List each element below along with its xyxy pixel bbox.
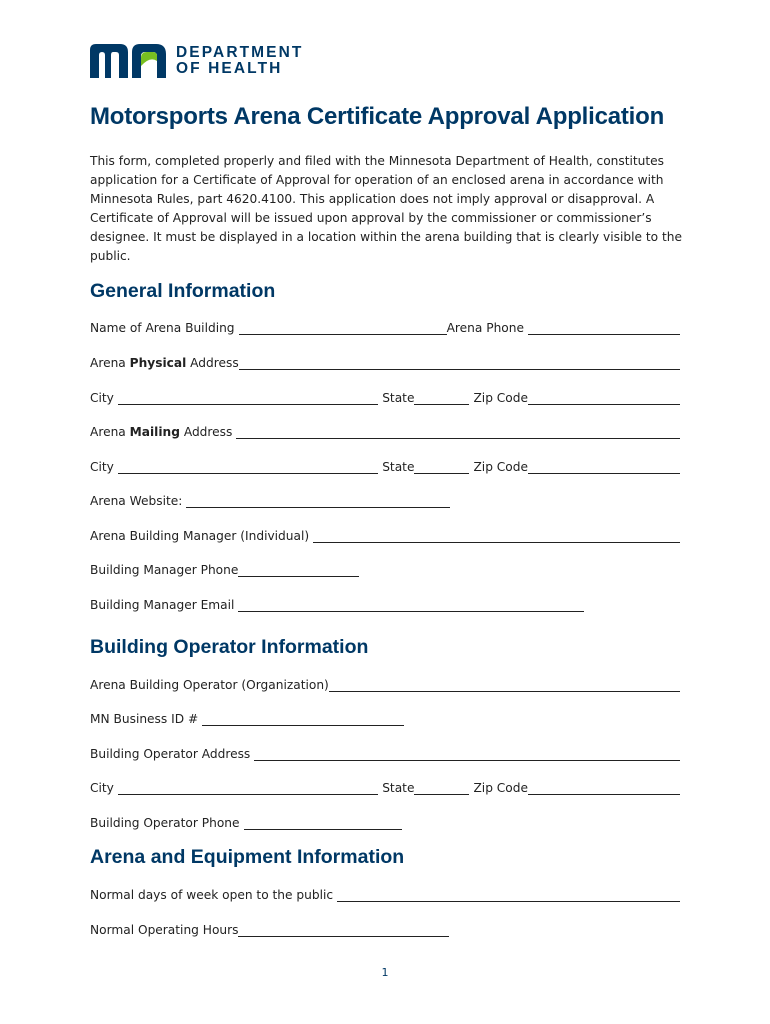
manager-phone-label: Building Manager Phone (90, 563, 239, 577)
mailing-state-field[interactable] (414, 457, 469, 474)
row-operator-city (90, 778, 680, 798)
intro-paragraph: This form, completed properly and filed with the Minnesota Department of Health, constitutes application for a Certificate of Approval for operation of an enclosed arena in accordance with Minnesota Rules, part 4620.4100. This application does not imply approval or disapproval. A Certificate of Approval will be issued upon approval by the commissioner or commissioner’s designee. It must be displayed in a location within the arena building that is clearly visible to the public. (90, 154, 682, 263)
row-mailing-city (90, 457, 680, 477)
manager-phone-field[interactable] (238, 560, 359, 577)
operator-phone-field[interactable] (244, 813, 402, 830)
org-name-line1: DEPARTMENT (176, 44, 304, 61)
row-operator-address (90, 744, 680, 764)
general-info-heading: General Information (90, 280, 276, 302)
state-label: State (382, 460, 415, 474)
manager-label: Arena Building Manager (Individual) (90, 529, 310, 543)
mn-logo-icon (90, 44, 168, 78)
document-title: Motorsports Arena Certificate Approval Application (90, 103, 665, 130)
manager-email-label: Building Manager Email (90, 598, 235, 612)
row-manager-phone (90, 560, 680, 580)
state-label: State (382, 391, 415, 405)
physical-city-field[interactable] (118, 388, 378, 405)
website-label: Arena Website: (90, 494, 183, 508)
row-manager-email (90, 595, 680, 615)
operator-address-field[interactable] (254, 744, 680, 761)
business-id-label: MN Business ID # (90, 712, 199, 726)
zip-label: Zip Code (473, 391, 528, 405)
row-website (90, 491, 680, 511)
zip-label: Zip Code (473, 460, 528, 474)
operator-address-label: Building Operator Address (90, 747, 251, 761)
page-number: 1 (381, 966, 389, 979)
manager-field[interactable] (313, 526, 680, 543)
operator-org-field[interactable] (329, 675, 680, 692)
city-label: City (90, 460, 114, 474)
website-field[interactable] (186, 491, 450, 508)
operating-hours-label: Normal Operating Hours (90, 923, 239, 937)
manager-email-field[interactable] (238, 595, 584, 612)
physical-state-field[interactable] (414, 388, 469, 405)
mailing-zip-field[interactable] (528, 457, 680, 474)
operator-org-label: Arena Building Operator (Organization) (90, 678, 329, 692)
physical-address-label: Arena Physical Address (90, 356, 239, 370)
row-arena-name (90, 318, 680, 338)
equipment-info-heading: Arena and Equipment Information (90, 846, 405, 868)
row-operating-hours (90, 920, 680, 940)
row-physical-address (90, 353, 680, 373)
row-days-open (90, 885, 680, 905)
row-operator-phone (90, 813, 680, 833)
org-name (176, 45, 304, 77)
row-mailing-address (90, 422, 680, 442)
org-name-line2: OF HEALTH (176, 60, 283, 77)
zip-label: Zip Code (473, 781, 528, 795)
mailing-city-field[interactable] (118, 457, 378, 474)
mdh-logo (90, 43, 304, 79)
arena-name-label: Name of Arena Building (90, 321, 235, 335)
row-business-id (90, 709, 680, 729)
city-label: City (90, 781, 114, 795)
state-label: State (382, 781, 415, 795)
row-physical-city (90, 388, 680, 408)
physical-address-field[interactable] (239, 353, 680, 370)
operator-state-field[interactable] (414, 778, 469, 795)
days-open-field[interactable] (337, 885, 680, 902)
row-operator-org (90, 675, 680, 695)
business-id-field[interactable] (202, 709, 404, 726)
operator-phone-label: Building Operator Phone (90, 816, 240, 830)
row-manager (90, 526, 680, 546)
operator-city-field[interactable] (118, 778, 378, 795)
mailing-address-label: Arena Mailing Address (90, 425, 233, 439)
city-label: City (90, 391, 114, 405)
physical-zip-field[interactable] (528, 388, 680, 405)
days-open-label: Normal days of week open to the public (90, 888, 334, 902)
operator-info-heading: Building Operator Information (90, 636, 369, 658)
operating-hours-field[interactable] (238, 920, 449, 937)
operator-zip-field[interactable] (528, 778, 680, 795)
arena-phone-field[interactable] (528, 318, 680, 335)
arena-name-field[interactable] (239, 318, 447, 335)
mailing-address-field[interactable] (236, 422, 680, 439)
arena-phone-label: Arena Phone (446, 321, 524, 335)
